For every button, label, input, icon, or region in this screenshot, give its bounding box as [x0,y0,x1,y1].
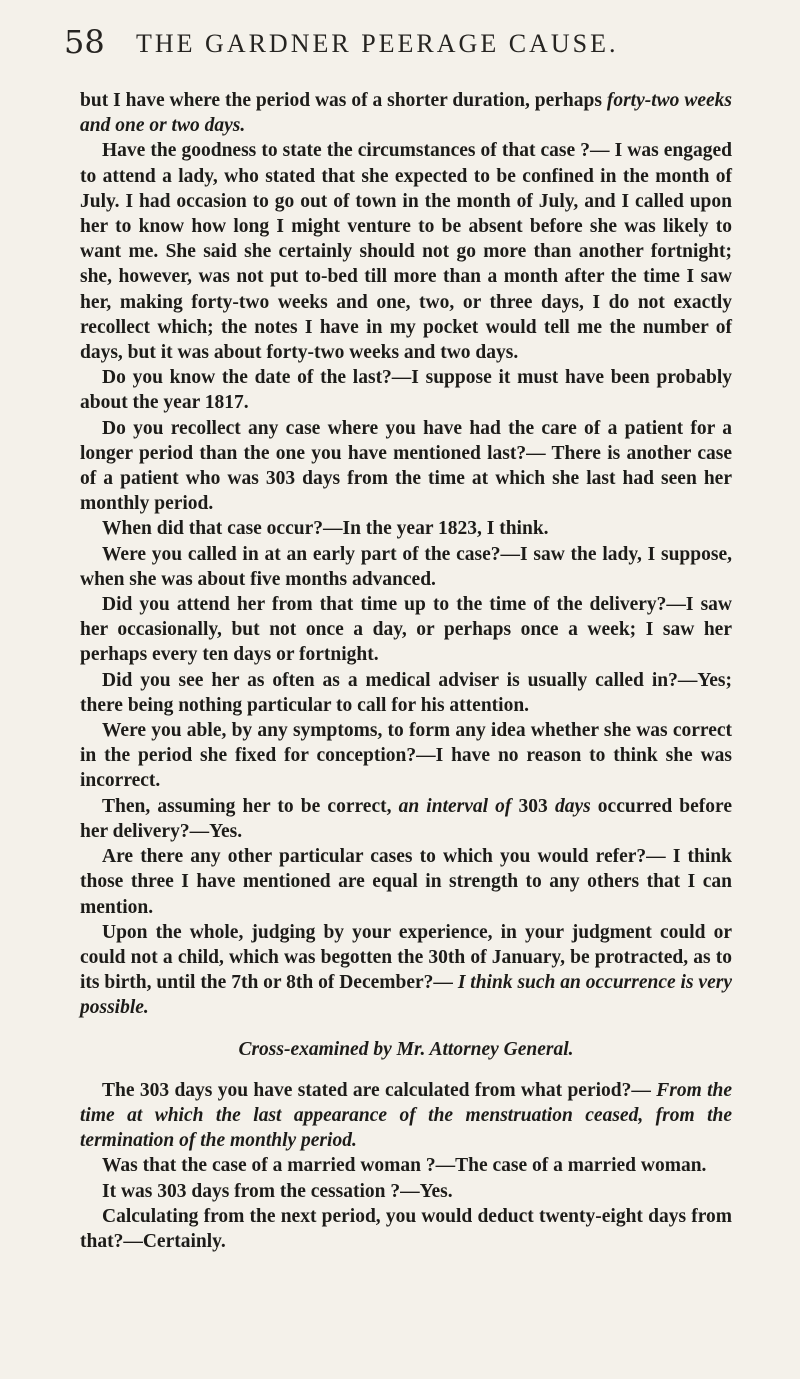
text-run: Have the goodness to state the circumstances of that case ?— I was engaged to attend a lady, who stated that she expected to be confined in the month of July. I had occasion to go out of town in the month of July, and I called upon her to know how long I might venture to be absent before she was likely to want me. She said she certainly should not go more than another fortnight; she, however, was not put to-bed till more than a month after the time I saw her, making forty-two weeks and one, two, or three days, I do not exactly recollect which; the notes I have in my pocket would tell me the number of days, but it was about forty-two weeks and two days. [80,140,732,364]
paragraph [80,88,732,138]
paragraph [80,1153,732,1178]
text-run: It was 303 days from the cessation ?—Yes. [102,1180,453,1202]
text-run: Was that the case of a married woman ?—The case of a married woman. [102,1155,707,1177]
italic-text: forty-two weeks and one or two days. [80,90,732,137]
text-run: Did you see her as often as a medical adviser is usually called in?—Yes; there being nothing particular to call for his attention. [80,669,732,716]
text-run: Were you called in at an early part of the case?—I saw the lady, I suppose, when she was about five months advanced. [80,543,732,590]
italic-text: I think such an occurrence is very possible. [80,972,732,1019]
paragraph [80,138,732,365]
paragraph [80,1179,732,1204]
italic-text: an interval of [398,795,512,817]
text-run: Were you able, by any symptoms, to form any idea whether she was correct in the period she fixed for conception?—I have no reason to think she was incorrect. [80,720,732,792]
running-title: THE GARDNER PEERAGE CAUSE. [136,29,619,58]
text-run: Do you recollect any case where you have had the care of a patient for a longer period than the one you have mentioned last?— There is another case of a patient who was 303 days from the time at which she last had seen her monthly period. [80,417,732,515]
paragraph [80,668,732,718]
text-run: When did that case occur?—In the year 1823, I think. [102,518,549,540]
page-header [64,22,712,62]
paragraph [80,365,732,415]
body-text [80,88,732,1254]
paragraph [80,542,732,592]
italic-text: From the time at which the last appearance of the menstruation ceased, from the termination of the monthly period. [80,1079,732,1152]
text-run: Calculating from the next period, you would deduct twenty-eight days from that?—Certainly. [80,1205,732,1252]
paragraph [80,844,732,920]
paragraph [80,794,732,844]
paragraph [80,718,732,794]
paragraph [80,516,732,541]
text-run: Did you attend her from that time up to the time of the delivery?—I saw her occasionally, but not once a day, or perhaps once a week; I saw her perhaps every ten days or fortnight. [80,594,732,666]
text-run: The 303 days you have stated are calculated from what period?— [102,1079,657,1101]
paragraph [80,1204,732,1254]
text-run: 303 [511,795,555,817]
section-heading [80,1037,732,1062]
paragraph [80,920,732,1021]
italic-text: Cross-examined by Mr. Attorney General. [238,1038,574,1060]
paragraph [80,1078,732,1154]
paragraph [80,416,732,517]
page-number: 58 [64,23,105,61]
italic-text: days [554,795,591,817]
text-run: Then, assuming her to be correct, [102,795,399,817]
text-run: but I have where the period was of a shorter duration, perhaps [80,90,607,111]
text-run: Are there any other particular cases to which you would refer?— I think those three I have mentioned are equal in strength to any others that I can mention. [80,846,732,918]
text-run: occurred before her delivery?—Yes. [80,795,732,842]
text-run: Upon the whole, judging by your experience, in your judgment could or could not a child, which was begotten the 30th of January, be protracted, as to its birth, until the 7th or 8th of December?— [80,921,732,994]
text-run: Do you know the date of the last?—I suppose it must have been probably about the year 1817. [80,367,732,414]
paragraph [80,592,732,668]
